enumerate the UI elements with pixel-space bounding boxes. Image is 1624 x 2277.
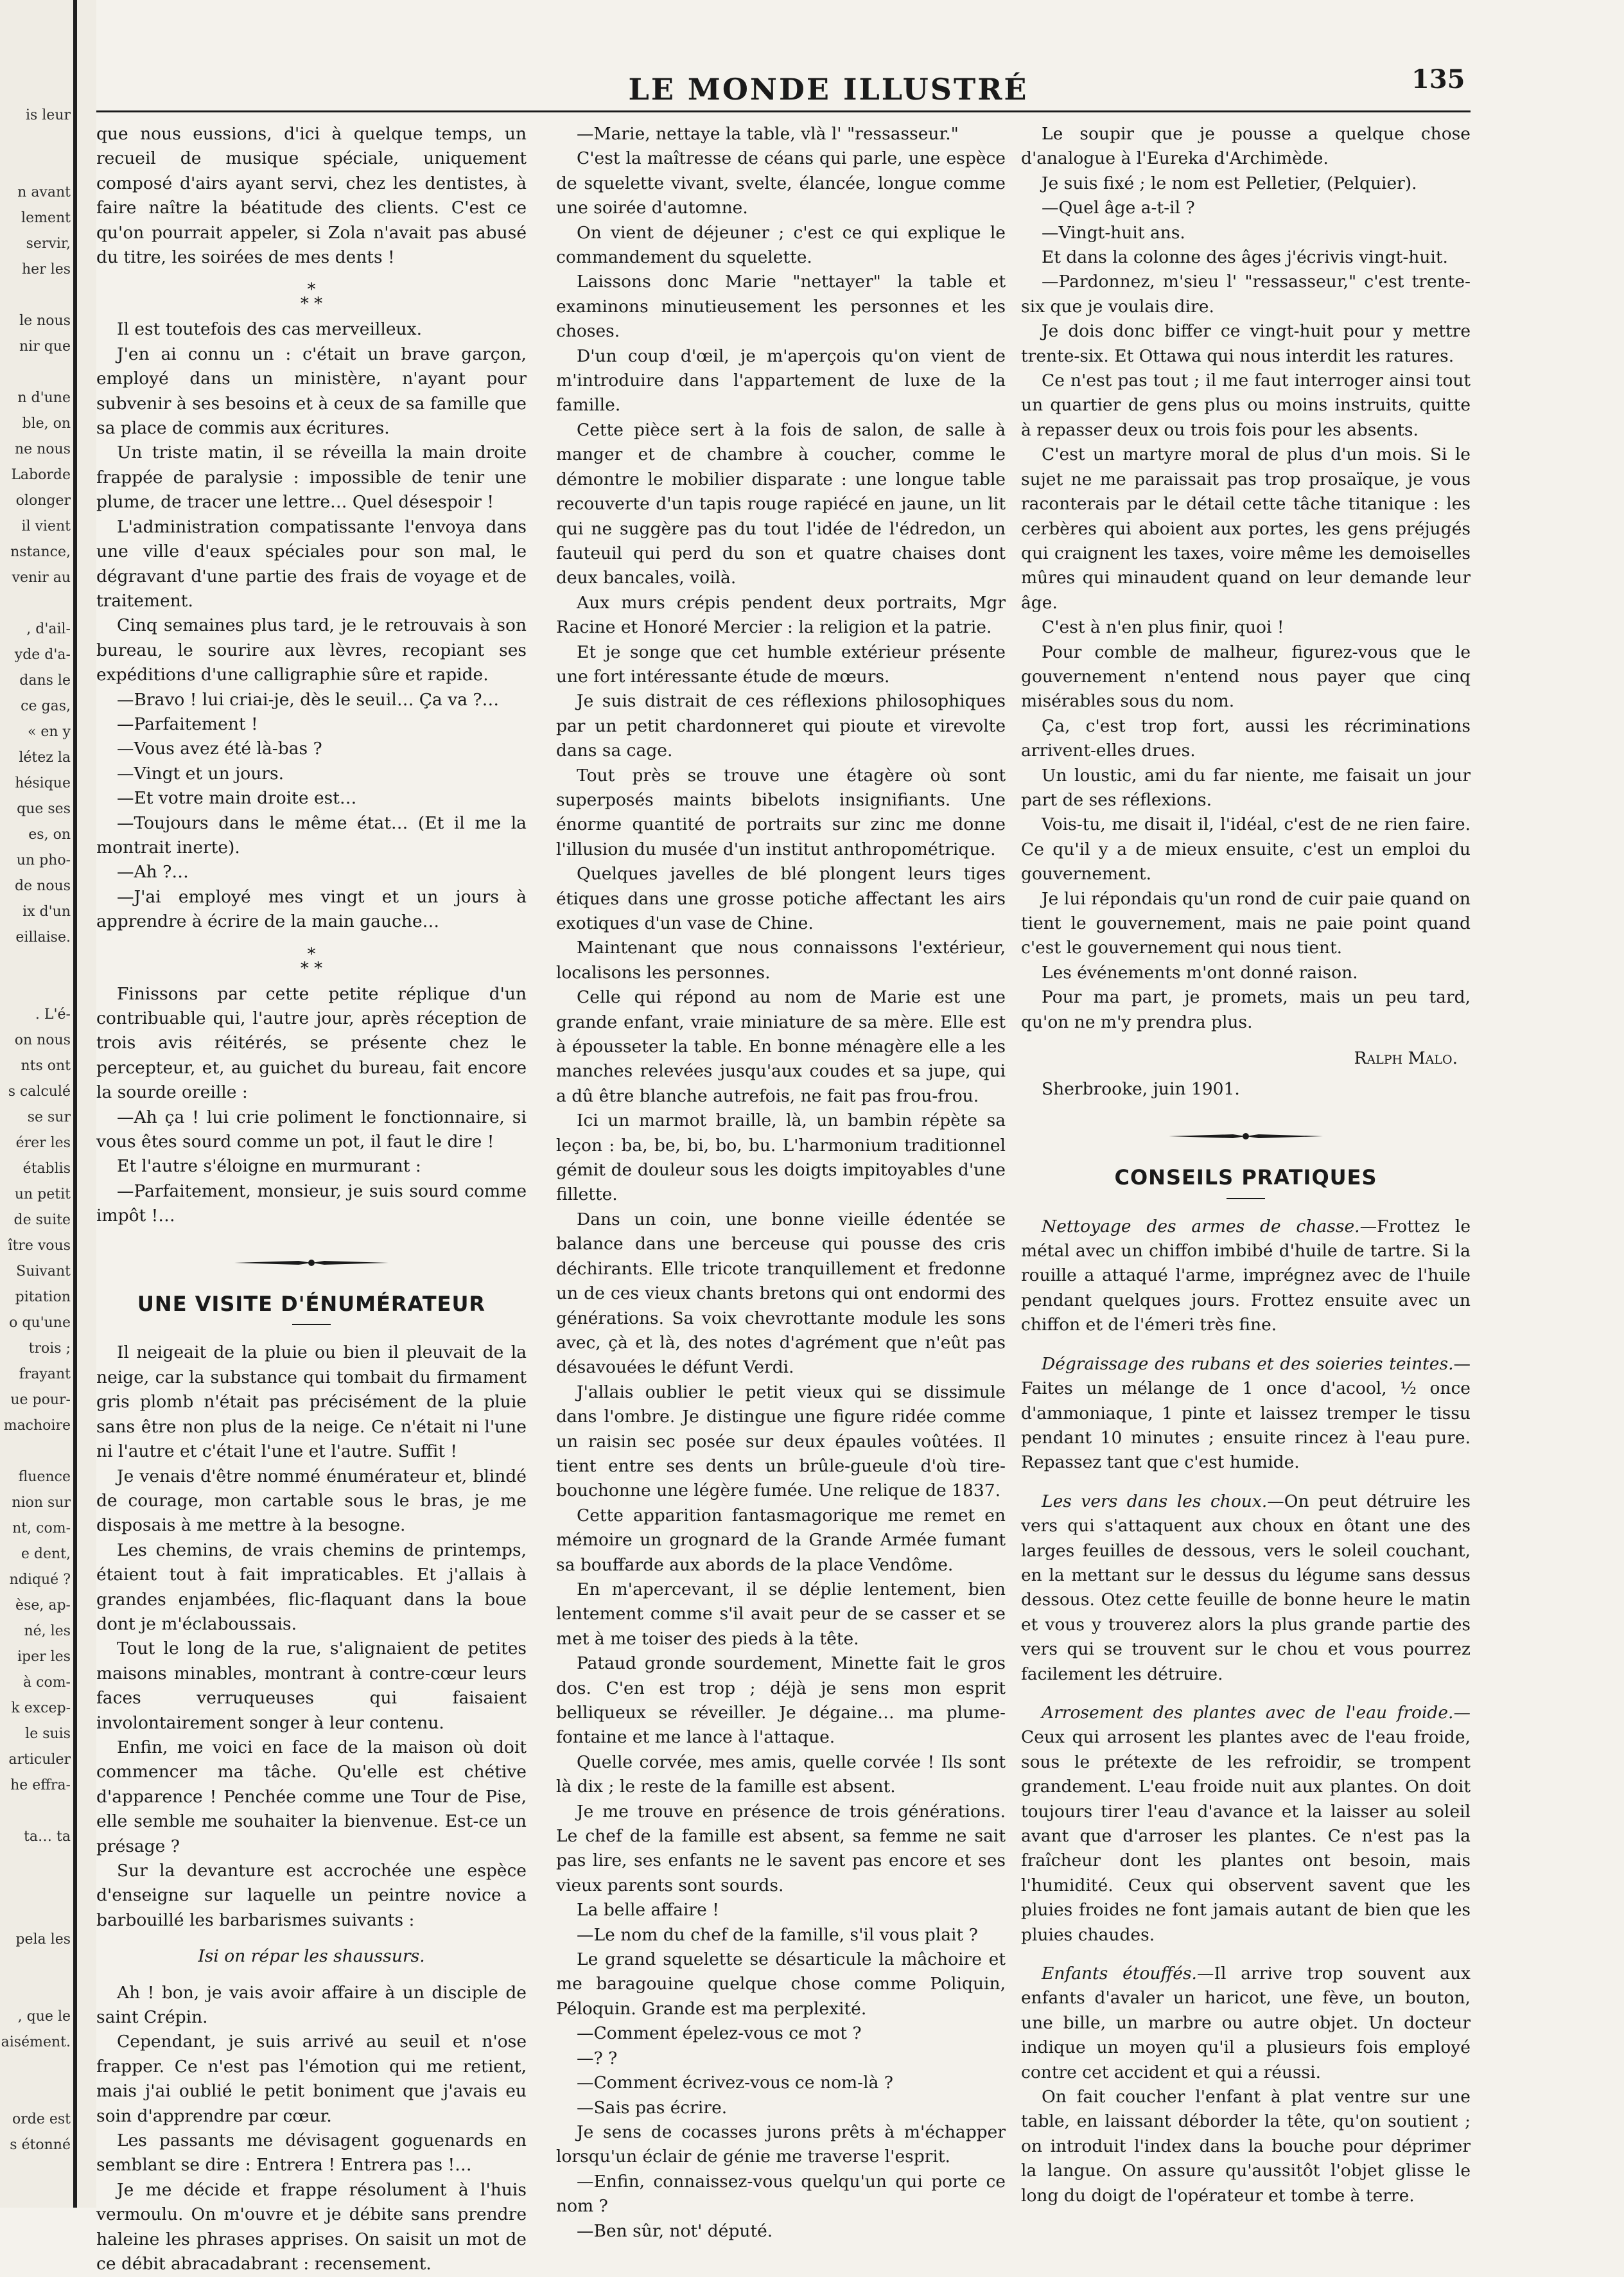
separator-ornament-icon (234, 1258, 389, 1268)
paragraph: Et dans la colonne des âges j'écrivis vingt-huit. (1042, 247, 1448, 268)
paragraph: Le soupir que je pousse a quelque chose d'analogue à l'Eureka d'Archimède. (1021, 124, 1471, 169)
paragraph: D'un coup d'œil, je m'aperçois qu'on vient de m'introduire dans l'appartement de luxe de la famille. (556, 346, 1006, 416)
dialogue-line: —Bravo ! lui criai-je, dès le seuil… Ça va ?… (117, 689, 500, 710)
asterism (96, 944, 527, 978)
paragraph (96, 122, 527, 270)
paragraph: Cette pièce sert à la fois de salon, de salle à manger et de chambre à coucher, comme le démontre le mobilier disparate : une longue table recouverte d'un tapis rouge rapiécé en jaune, un lit qui ne suggère pas du tout l'idée de l'édredon, un fauteuil qui perd du son et quatre chaises dont deux bancales, voilà. (556, 419, 1006, 588)
tip-paragraph (1021, 1962, 1471, 2085)
facing-page-text-fragments: is leur n avant lement servir, her les le nous nir que n d'une ble, on ne nous Laborde olonger il vient nstance, venir au , d'ail- yde d'a- dans le ce gas, « en y létez la hésique que ses es, on un pho- de nous ix d'un eillaise. . L'é- on nous nts ont s calculé se sur érer les établis un petit de suite ître vous Suivant pitation o qu'une trois ; frayant ue pour- machoire fluence nion sur nt, com- e dent, ndiqué ? èse, ap- né, les iper les à com- k excep- le suis articuler he effra- ta… ta pela les , que le aisément. orde est s étonné (1, 107, 71, 2153)
paragraph: Tout près se trouve une étagère où sont superposés maints bibelots insignifiants. Une énorme quantité de portraits sur zinc me donne l'illusion du musée d'un institut anthropométrique. (556, 765, 1006, 859)
dialogue-line: —Comment épelez-vous ce mot ? (577, 2023, 862, 2044)
paragraph: Pour ma part, je promets, mais un peu tard, qu'on ne m'y prendra plus. (1021, 987, 1471, 1032)
tip-heading: Nettoyage des armes de chasse. (1042, 1216, 1360, 1236)
column-1 (96, 122, 527, 2277)
paragraph: On vient de déjeuner ; c'est ce qui explique le commandement du squelette. (556, 222, 1006, 268)
asterism-bottom: * * (300, 294, 323, 314)
paragraph: Je venais d'être nommé énumérateur et, blindé de courage, mon cartable sous le bras, je me disposais à me mettre à la besogne. (96, 1466, 527, 1536)
asterism-top: * (307, 280, 316, 300)
tip-text: —Ceux qui arrosent les plantes avec de l'eau froide, sous le prétexte de les refroidir, se trompent grandement. L'eau froide nuit aux plantes. On doit toujours tirer l'eau d'avance et la laisser au soleil avant que d'arroser les plantes. Ce n'est pas la fraîcheur dont les plantes ont besoin, mais l'humidité. Ceux qui observent savent que les pluies froides ne font jamais autant de bien que les pluies chaudes. (1021, 1702, 1471, 1945)
paragraph: Les chemins, de vrais chemins de printemps, étaient tout à fait impraticables. Et j'allais à grandes enjambées, flic-flaquant dans la boue dont je m'éclaboussais. (96, 1540, 527, 1634)
tip-paragraph (1021, 1352, 1471, 1475)
shop-sign-quote: Isi on répar les shaussurs. (198, 1946, 425, 1967)
paragraph: Tout le long de la rue, s'alignaient de petites maisons minables, montrant à contre-cœur leurs faces verruqueuses qui faisaient involontairement songer à leur contenu. (96, 1639, 527, 1733)
dialogue-line: —Marie, nettaye la table, vlà l' "ressasseur." (577, 124, 959, 144)
paragraph: Il neigeait de la pluie ou bien il pleuvait de la neige, car la substance qui tombait du firmament gris plomb n'était pas précisément de la pluie sans être non plus de la neige. Ce n'était ni l'une ni l'autre et c'était l'une et l'autre. Suffit ! (96, 1342, 527, 1462)
paragraph: Je me trouve en présence de trois générations. Le chef de la famille est absent, sa femme ne sait pas lire, ses enfants ne le savent pas encore et ses vieux parents sont sourds. (556, 1801, 1006, 1895)
page-header (96, 59, 1618, 107)
dialogue-line: —Pardonnez, m'sieu l' "ressasseur," c'est trente-six que je voulais dire. (1021, 272, 1471, 317)
column-2 (556, 122, 1006, 2244)
paragraph: Les événements m'ont donné raison. (1042, 962, 1358, 983)
paragraph: Celle qui répond au nom de Marie est une grande enfant, vraie miniature de sa mère. Elle est à épousseter la table. En bonne ménagère elle a les manches relevées jusqu'aux coudes et sa jupe, qui a dû être blanche autrefois, ne fait pas frou-frou. (556, 987, 1006, 1106)
paragraph: Pour comble de malheur, figurez-vous que le gouvernement n'entend nous payer que cinq misérables sous du nom. (1021, 642, 1471, 712)
paragraph: Pataud gronde sourdement, Minette fait le gros dos. C'en est trop ; déjà je sens mon esprit belliqueux se réveiller. Je dégaine… ma plume-fontaine et me lance à l'attaque. (556, 1653, 1006, 1748)
paragraph: Finissons par cette petite réplique d'un contribuable qui, l'autre jour, après réception de trois avis réitérés, se présente chez le percepteur, et, au guichet du bureau, fait encore la sourde oreille : (96, 983, 527, 1103)
dialogue-line: —J'ai employé mes vingt et un jours à apprendre à écrire de la main gauche… (96, 886, 527, 932)
paragraph: Cependant, je suis arrivé au seuil et n'ose frapper. Ce n'est pas l'émotion qui me retient, mais j'ai oublié le petit boniment que j'avais eu soin d'apprendre par cœur. (96, 2032, 527, 2126)
dialogue-line: —Sais pas écrire. (577, 2097, 728, 2118)
dialogue-line: —? ? (577, 2048, 618, 2068)
paragraph: En m'apercevant, il se déplie lentement, bien lentement comme s'il avait peur de se casser et se met à me toiser des pieds à la tête. (556, 1579, 1006, 1649)
paragraph: Quelques javelles de blé plongent leurs tiges étiques dans une grosse potiche affectant les airs exotiques d'un vase de Chine. (556, 864, 1006, 933)
tip-heading: Les vers dans les choux. (1042, 1491, 1268, 1511)
masthead-title: LE MONDE ILLUSTRÉ (628, 72, 1029, 107)
paragraph: Je sens de cocasses jurons prêts à m'échapper lorsqu'un éclair de génie me traverse l'esprit. (556, 2122, 1006, 2167)
paragraph: Je lui répondais qu'un rond de cuir paie quand on tient le gouvernement, mais ne paie point quand c'est le gouvernement qui nous tient. (1021, 888, 1471, 958)
dialogue-line: —Le nom du chef de la famille, s'il vous plait ? (577, 1924, 978, 1945)
section-title: CONSEILS PRATIQUES (1114, 1165, 1377, 1190)
paragraph: Un triste matin, il se réveilla la main droite frappée de paralysie : impossible de tenir une plume, de tracer une lettre… Quel désespoir ! (96, 443, 527, 513)
paragraph: C'est la maîtresse de céans qui parle, une espèce de squelette vivant, svelte, élancée, longue comme une soirée d'automne. (556, 148, 1006, 218)
title-rule (1227, 1198, 1265, 1199)
dialogue-line: —Vingt et un jours. (117, 763, 284, 784)
dialogue-line: —Parfaitement, monsieur, je suis sourd comme impôt !… (96, 1181, 527, 1226)
paragraph: Je me décide et frappe résolument à l'huis vermoulu. On m'ouvre et je débite sans prendre haleine les phrases apprises. On saisit un mot de ce débit abracadabrant : recensement. (96, 2179, 527, 2274)
paragraph: L'administration compatissante l'envoya dans une ville d'eaux spéciales pour son mal, le dégravant d'une partie des frais de voyage et de traitement. (96, 516, 527, 611)
dateline: Sherbrooke, juin 1901. (1042, 1079, 1240, 1100)
paragraph-text: que nous eussions, d'ici à quelque temps, un recueil de musique spéciale, uniquement composé d'airs ayant servi, chez les dentistes, à faire naître la béatitude des clients. C'est ce qu'on pourrait appeler, si Zola n'avait pas abusé du titre, les soirées de mes dents ! (96, 124, 527, 268)
paragraph: Je suis fixé ; le nom est Pelletier, (Pelquier). (1042, 173, 1417, 193)
column-3 (1021, 122, 1471, 2208)
paragraph: Les passants me dévisagent goguenards en semblant se dire : Entrera ! Entrera pas !… (96, 2131, 527, 2176)
dialogue-line: —Et votre main droite est… (117, 788, 357, 809)
tip-text: —On peut détruire les vers qui s'attaquent aux choux en ôtant une des larges feuilles de dessous, vers le soleil couchant, en la mettant sur le dessus du légume sans dessus dessous. Otez cette feuille de bonne heure le matin et vous y trouverez alors la plus grande partie des vers qui se trouvent sur le chou et vous pourrez facilement les détruire. (1021, 1491, 1471, 1684)
ornamental-separator (96, 1251, 527, 1275)
header-rule (96, 110, 1471, 112)
asterism-bottom: * * (300, 958, 323, 978)
dialogue-line: —Quel âge a-t-il ? (1042, 198, 1195, 218)
separator-ornament-icon (1169, 1131, 1323, 1141)
paragraph: C'est un martyre moral de plus d'un mois. Si le sujet ne me paraissait pas trop prosaïque, je vous raconterais par le détail cette tâche titanique : les cerbères qui aboient aux portes, les gens préjugés qui craignent les taxes, voire même les demoiselles mûres qui minaudent quand on leur demande leur âge. (1021, 444, 1471, 613)
binding-edge (73, 0, 77, 2208)
paragraph: Ici un marmot braille, là, un bambin répète sa leçon : ba, be, bi, bo, bu. L'harmonium traditionnel gémit de douleur sous les doigts impitoyables d'une fillette. (556, 1111, 1006, 1205)
asterism-top: * (307, 944, 316, 964)
paragraph: Ça, c'est trop fort, aussi les récriminations arrivent-elles drues. (1021, 716, 1471, 761)
dialogue-line: —Parfaitement ! (117, 714, 258, 734)
dialogue-line: —Ben sûr, not' député. (577, 2220, 773, 2241)
tip-heading: Arrosement des plantes avec de l'eau froide. (1042, 1702, 1454, 1723)
tip-paragraph (1021, 1701, 1471, 1947)
paragraph: Ce n'est pas tout ; il me faut interroger ainsi tout un quartier de gens plus ou moins instruits, quitte à repasser deux ou trois fois pour les absents. (1021, 371, 1471, 440)
paragraph: Il est toutefois des cas merveilleux. (117, 319, 422, 340)
left-page-gutter (0, 0, 96, 2208)
paragraph: Et je songe que cet humble extérieur présente une fort intéressante étude de mœurs. (556, 642, 1006, 687)
tip-paragraph (1021, 1490, 1471, 1687)
paragraph: Ah ! bon, je vais avoir affaire à un disciple de saint Crépin. (96, 1982, 527, 2028)
tip-paragraph (1021, 1215, 1471, 1338)
title-rule (292, 1324, 331, 1325)
asterism (96, 280, 527, 314)
paragraph: Cinq semaines plus tard, je le retrouvais à son bureau, le sourire aux lèvres, recopiant ses expéditions d'une calligraphie sûre et rapide. (96, 615, 527, 685)
paragraph: Quelle corvée, mes amis, quelle corvée ! Ils sont là dix ; le reste de la famille est absent. (556, 1752, 1006, 1797)
tip-heading: Enfants étouffés. (1042, 1964, 1197, 1984)
dialogue-line: —Vingt-huit ans. (1042, 222, 1185, 243)
ornamental-separator (1021, 1124, 1471, 1148)
paragraph: Enfin, me voici en face de la maison où doit commencer ma tâche. Qu'elle est chétive d'apparence ! Penchée comme une Tour de Pise, elle semble me souhaiter la bienvenue. Est-ce un présage ? (96, 1737, 527, 1856)
tip-heading: Dégraissage des rubans et des soieries teintes. (1042, 1353, 1454, 1374)
paragraph: Cette apparition fantasmagorique me remet en mémoire un grognard de la Grande Armée fumant sa bouffarde aux abords de la place Vendôme. (556, 1505, 1006, 1575)
paragraph: Dans un coin, une bonne vieille édentée se balance dans une berceuse qui pousse des cris déchirants. Elle tricote tranquillement et fredonne un de ces vieux chants bretons qui ont endormi des générations. Sa voix chevrottante module les sons avec, çà et là, des notes d'agrément que n'eût pas désavouées le défunt Verdi. (556, 1209, 1006, 1378)
tip-paragraph: On fait coucher l'enfant à plat ventre sur une table, en laissant déborder la tête, qu'on soutient ; on introduit l'index dans la bouche pour déprimer la langue. On assure qu'aussitôt l'objet glisse le long du doigt de l'opérateur et tombe à terre. (1021, 2087, 1471, 2206)
paragraph: Je dois donc biffer ce vingt-huit pour y mettre trente-six. Et Ottawa qui nous interdit les ratures. (1021, 321, 1471, 366)
dialogue-line: Et l'autre s'éloigne en murmurant : (117, 1156, 421, 1177)
paragraph: Vois-tu, me disait il, l'idéal, c'est de ne rien faire. Ce qu'il y a de mieux ensuite, c'est un emploi du gouvernement. (1021, 814, 1471, 884)
paragraph: Maintenant que nous connaissons l'extérieur, localisons les personnes. (556, 938, 1006, 983)
paragraph: Laissons donc Marie "nettayer" la table et examinons minutieusement les personnes et les choses. (556, 272, 1006, 342)
paragraph: C'est à n'en plus finir, quoi ! (1042, 617, 1284, 638)
section-title: UNE VISITE D'ÉNUMÉRATEUR (137, 1292, 486, 1317)
dialogue-line: —Ah ça ! lui crie poliment le fonctionnaire, si vous êtes sourd comme un pot, il faut le dire ! (96, 1107, 527, 1152)
paragraph: Aux murs crépis pendent deux portraits, Mgr Racine et Honoré Mercier : la religion et la patrie. (556, 592, 1006, 638)
page-number: 135 (1411, 64, 1465, 94)
dialogue-line: —Enfin, connaissez-vous quelqu'un qui porte ce nom ? (556, 2171, 1006, 2217)
paragraph: J'allais oublier le petit vieux qui se dissimule dans l'ombre. Je distingue une figure ridée comme un raisin sec posée sur deux épaules voûtées. Il tient entre ses dents un brûle-gueule d'où tire-bouchonne une légère fumée. Une relique de 1837. (556, 1382, 1006, 1501)
dialogue-line: —Toujours dans le même état… (Et il me la montrait inerte). (96, 813, 527, 857)
tip-text: —Frottez le métal avec un chiffon imbibé d'huile de tartre. Si la rouille a attaqué l'arme, imprégnez avec de l'huile pendant quelques jours. Frottez ensuite avec un chiffon et de l'émeri très fine. (1021, 1216, 1471, 1335)
author-signature: Ralph Malo. (1354, 1048, 1458, 1069)
tip-text: —Faites un mélange de 1 once d'acool, ½ once d'ammoniaque, 1 pinte et laissez tremper le tissu pendant 10 minutes ; ensuite rincez à l'eau pure. Repassez tant que c'est humide. (1021, 1353, 1471, 1473)
paragraph: Je suis distrait de ces réflexions philosophiques par un petit chardonneret qui pioute et virevolte dans sa cage. (556, 691, 1006, 761)
dialogue-line: —Comment écrivez-vous ce nom-là ? (577, 2073, 894, 2093)
paragraph: J'en ai connu un : c'était un brave garçon, employé dans un ministère, n'ayant pour subvenir à ses besoins et à ceux de sa famille que sa place de commis aux écritures. (96, 344, 527, 439)
dialogue-line: —Ah ?… (117, 862, 189, 883)
paragraph: La belle affaire ! (577, 1900, 719, 1921)
paragraph: Un loustic, ami du far niente, me faisait un jour part de ses réflexions. (1021, 765, 1471, 810)
tip-text: —Il arrive trop souvent aux enfants d'avaler un haricot, une fève, un bouton, une bille, un marbre ou autre objet. Un docteur indique un moyen qu'il a plusieurs fois employé contre cet accident et qui a réussi. (1021, 1964, 1471, 2082)
paragraph: Sur la devanture est accrochée une espèce d'enseigne sur laquelle un peintre novice a barbouillé les barbarismes suivants : (96, 1861, 527, 1930)
dialogue-line: —Vous avez été là-bas ? (117, 739, 322, 759)
paragraph: Le grand squelette se désarticule la mâchoire et me baragouine quelque chose comme Poliquin, Péloquin. Grande est ma perplexité. (556, 1949, 1006, 2019)
